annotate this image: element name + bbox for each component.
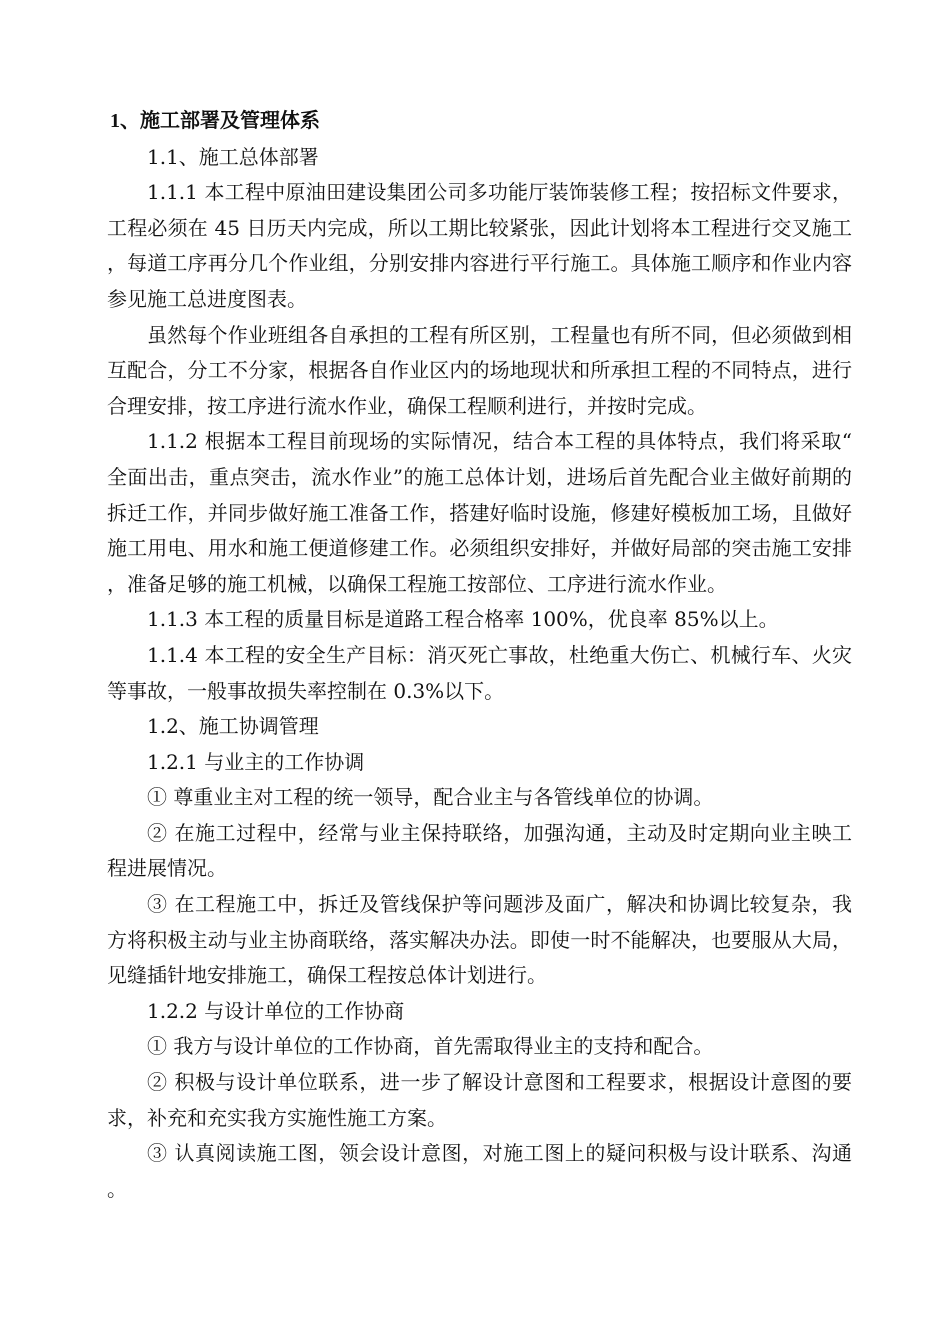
list-item-owner-2: ② 在施工过程中，经常与业主保持联络，加强沟通，主动及时定期向业主映工程进展情况。 [107, 820, 852, 881]
list-item-owner-3: ③ 在工程施工中，拆迁及管线保护等问题涉及面广，解决和协调比较复杂，我方将积极主动与业主协商联络，落实解决办法。即使一时不能解决，也要服从大局，见缝插针地安排施工，确保工程按总体计划进行。 [107, 892, 852, 988]
paragraph-1-1-2: 1.1.2 根据本工程目前现场的实际情况，结合本工程的具体特点，我们将采取“全面出击，重点突击，流水作业”的施工总体计划，进场后首先配合业主做好前期的拆迁工作，并同步做好施工准备工作，搭建好临时设施，修建好模板加工场，且做好施工用电、用水和施工便道修建工作。必须组织安排好，并做好局部的突击施工安排，准备足够的施工机械，以确保工程施工按部位、工序进行流水作业。 [107, 429, 852, 596]
subsection-title-1-2-1: 1.2.1 与业主的工作协调 [147, 749, 365, 774]
section-heading-number: 1 [110, 110, 120, 132]
section-heading [107, 103, 852, 140]
list-item-design-3: ③ 认真阅读施工图，领会设计意图，对施工图上的疑问积极与设计联系、沟通。 [107, 1141, 852, 1201]
paragraph-1-1-1: 1.1.1 本工程中原油田建设集团公司多功能厅装饰装修工程；按招标文件要求，工程必须在 45 日历天内完成，所以工期比较紧张，因此计划将本工程进行交叉施工，每道工序再分几个作业组，分别安排内容进行平行施工。具体施工顺序和作业内容参见施工总进度图表。 [107, 180, 852, 311]
list-item-owner-1: ① 尊重业主对工程的统一领导，配合业主与各管线单位的协调。 [147, 785, 714, 810]
subsection-title-1-2-2: 1.2.2 与设计单位的工作协商 [147, 998, 405, 1023]
paragraph-1-1-4: 1.1.4 本工程的安全生产目标：消灭死亡事故，杜绝重大伤亡、机械行车、火灾等事故，一般事故损失率控制在 0.3%以下。 [107, 642, 852, 703]
list-item-design-2: ② 积极与设计单位联系，进一步了解设计意图和工程要求，根据设计意图的要求，补充和充实我方实施性施工方案。 [107, 1070, 852, 1130]
list-item-design-1: ① 我方与设计单位的工作协商，首先需取得业主的支持和配合。 [147, 1034, 714, 1059]
paragraph-team-coordination: 虽然每个作业班组各自承担的工程有所区别，工程量也有所不同，但必须做到相互配合，分工不分家，根据各自作业区内的场地现状和所承担工程的不同特点，进行合理安排，按工序进行流水作业，确保工程顺利进行，并按时完成。 [107, 322, 852, 418]
subsection-title-1-2: 1.2、施工协调管理 [147, 714, 319, 739]
paragraph-1-1-3: 1.1.3 本工程的质量目标是道路工程合格率 100%，优良率 85%以上。 [147, 607, 779, 632]
document-body [107, 103, 852, 1207]
subsection-title-1-1: 1.1、施工总体部署 [147, 144, 319, 169]
section-heading-text: 、施工部署及管理体系 [120, 108, 320, 132]
